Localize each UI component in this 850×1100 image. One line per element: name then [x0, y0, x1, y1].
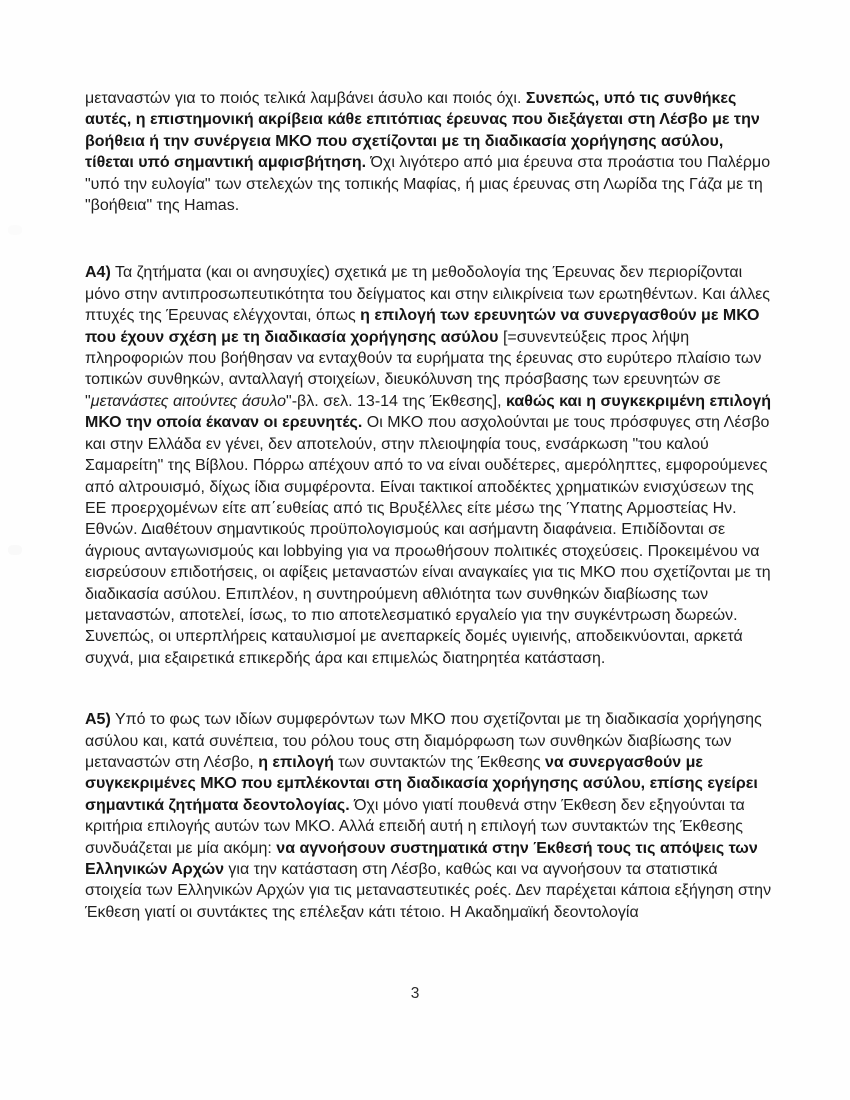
text-run: των συντακτών της Έκθεσης [333, 753, 546, 771]
text-run: Όχι λιγότερο από μια έρευνα στα προάστια του Παλέρμο "υπό την ευλογία" των στελεχών της τοπικής Μαφίας, ή μιας έρευνας στη Λωρίδα της Γάζα με τη "βοήθεια" της Hamas. [85, 154, 771, 215]
text-run: Υπό το φως των ιδίων συμφερόντων των ΜΚΟ που σχετίζονται με τη διαδικασία χορήγησης ασύλου και, κατά συνέπεια, του ρόλου τους στη διαμόρφωση των συνθηκών διαβίωσης των μεταναστών στη Λέσβο, [85, 711, 762, 771]
text-block [85, 88, 775, 923]
text-run: Τα ζητήματα (και οι ανησυχίες) σχετικά με τη μεθοδολογία της Έρευνας δεν περιορίζονται μόνο στην αντιπροσωπευτικότητα του δείγματος και στην ειλικρίνεια των ερωτηθέντων. Και άλλες πτυχές της Έρευνας ελέγχονται, όπως [85, 264, 770, 325]
text-run: να αγνοήσουν συστηματικά στην Έκθεσή τους τις απόψεις των Ελληνικών Αρχών [85, 839, 758, 878]
page-number: 3 [410, 985, 420, 1002]
text-run: Α5) [85, 711, 111, 729]
text-run: Συνεπώς, υπό τις συνθήκες αυτές, η επιστημονική ακρίβεια κάθε επιτόπιας έρευνας που διεξάγεται στη Λέσβο με την βοήθεια ή την συνέργεια ΜΚΟ που σχετίζονται με τη διαδικασία χορήγησης ασύλου, τίθεται υπό σημαντική αμφισβήτηση. [85, 90, 760, 172]
text-run: μεταναστών για το ποιός τελικά λαμβάνει άσυλο και ποιός όχι. [85, 90, 526, 107]
text-run: η επιλογή των ερευνητών να συνεργασθούν με ΜΚΟ που έχουν σχέση με τη διαδικασία χορήγησης ασύλου [85, 307, 760, 346]
text-run: Οι ΜΚΟ που ασχολούνται με τους πρόσφυγες στη Λέσβο και στην Ελλάδα εν γένει, δεν αποτελούν, στην πλειοψηφία τους, ενσάρκωση "του καλού Σαμαρείτη" της Βίβλου. Πόρρω απέχουν από το να είναι ουδέτερες, αμερόληπτες, εμφορούμενες από αλτρουισμό, δίχως ίδια συμφέροντα. Είναι τακτικοί αποδέκτες χρηματικών ενισχύσεων της ΕΕ προερχομένων είτε απ΄ευθείας από τις Βρυξέλλες είτε μέσω της Ύπατης Αρμοστείας Ην. Εθνών. Διαθέτουν σημαντικούς προϋπολογισμούς και ασήμαντη διαφάνεια. Επιδίδονται σε άγριους ανταγωνισμούς και lobbying για να προωθήσουν πολιτικές στοχεύσεις. Προκειμένου να εισρεύσουν επιδοτήσεις, οι αφίξεις μεταναστών είναι αναγκαίες για τις ΜΚΟ που σχετίζονται με τη διαδικασία ασύλου. Επιπλέον, η συντηρούμενη αθλιότητα των συνθηκών διαβίωσης των μεταναστών, αποτελεί, ίσως, το πιο αποτελεσματικό εργαλείο για την συγκέντρωση δωρεών. Συνεπώς, οι υπερπλήρεις καταυλισμοί με ανεπαρκείς δομές υγιεινής, αποδεικνύονται, αρκετά συχνά, μια εξαιρετικά επικερδής άρα και επιμελώς διατηρητέα κατάσταση. [85, 414, 771, 667]
text-run: "-βλ. σελ. 13-14 της Έκθεσης], [286, 392, 506, 410]
text-run: [=συνεντεύξεις προς λήψη πληροφοριών που βοήθησαν να ενταχθούν τα ευρήματα της έρευνας στο ευρύτερο πλαίσιο των τοπικών συνθηκών, ανταλλαγή στοιχείων, διευκόλυνση της πρόσβασης των ερευνητών σε " [85, 328, 762, 410]
paragraph-a4 [85, 262, 775, 669]
text-run: να συνεργασθούν με συγκεκριμένες ΜΚΟ που εμπλέκονται στη διαδικασία χορήγησης ασύλου, επίσης εγείρει σημαντικά ζητήματα δεοντολογίας. [85, 753, 758, 814]
scan-smudge [8, 545, 22, 555]
text-run: η επιλογή [258, 753, 334, 771]
text-run: καθώς και η συγκεκριμένη επιλογή ΜΚΟ την οποία έκαναν οι ερευνητές. [85, 392, 771, 432]
text-run: για την κατάσταση στη Λέσβο, καθώς και να αγνοήσουν τα στατιστικά στοιχεία των Ελληνικών Αρχών για τις μεταναστευτικές ροές. Δεν παρέχεται κάποια εξήγηση στην Έκθεση γιατί οι συντάκτες της επέλεξαν κάτι τέτοιο. Η Ακαδημαϊκή δεοντολογία [85, 861, 772, 921]
text-run: μετανάστες αιτούντες άσυλο [90, 392, 287, 410]
text-run: Α4) [85, 264, 111, 282]
text-run: Όχι μόνο γιατί πουθενά στην Έκθεση δεν εξηγούνται τα κριτήρια επιλογής αυτών των ΜΚΟ. Αλλά επειδή αυτή η επιλογή των συντακτών της Έκθεσης συνδυάζεται με μία ακόμη: [85, 796, 745, 857]
paragraph-a5 [85, 709, 775, 923]
paragraph-intro-continuation [85, 88, 775, 216]
scan-smudge [8, 225, 22, 235]
